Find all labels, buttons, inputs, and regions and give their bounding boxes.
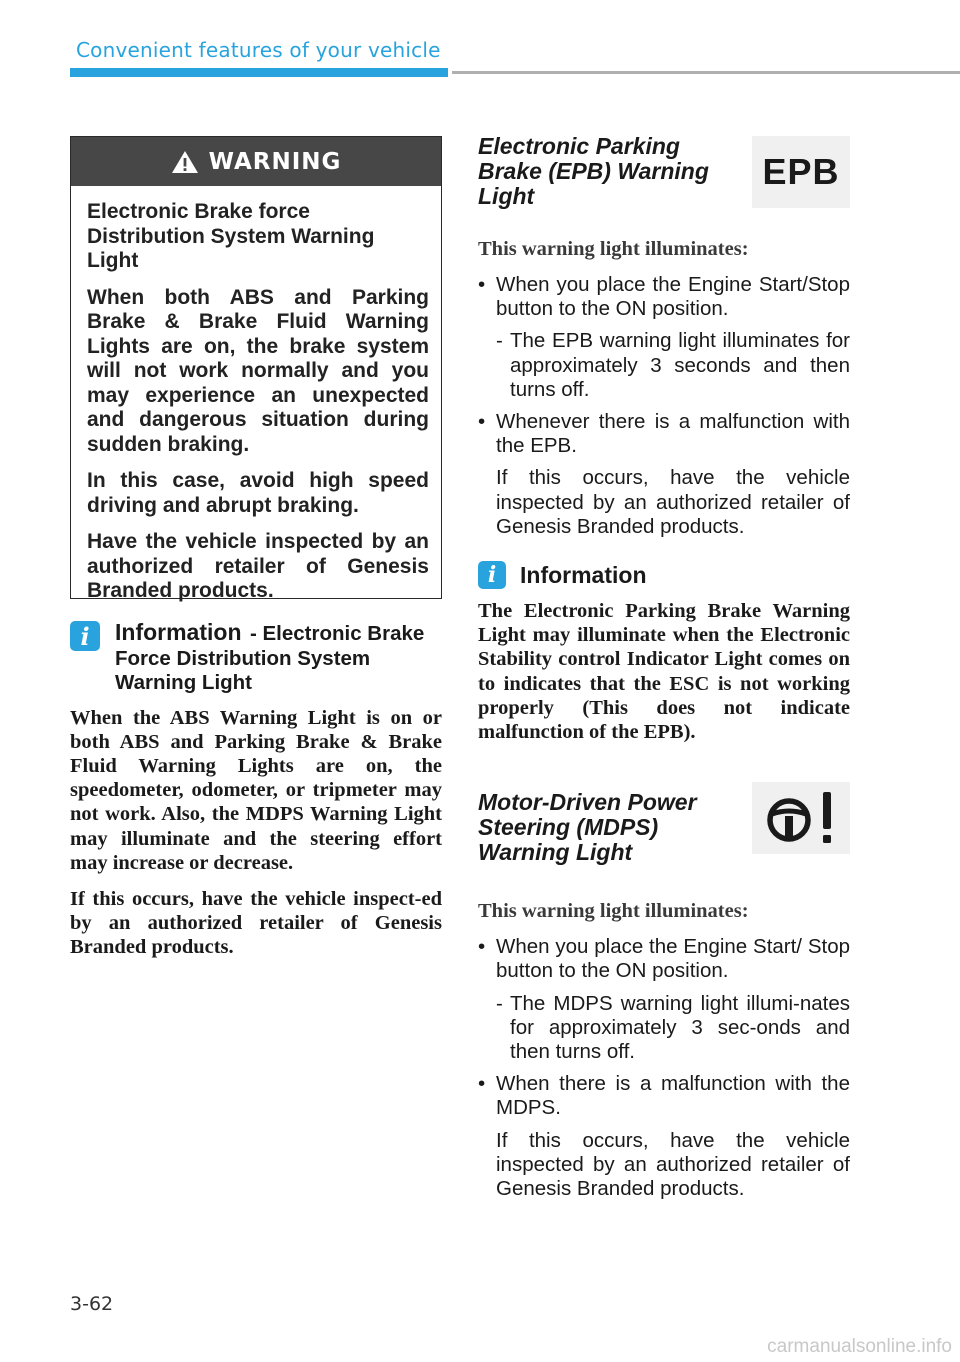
warning-label: WARNING: [208, 148, 342, 175]
warning-paragraph: Have the vehicle inspected by an authorized retailer of Genesis Branded products.: [87, 530, 429, 602]
mdps-body: [478, 935, 850, 1201]
header-accent-bar: [70, 68, 448, 77]
page-number: 3-62: [70, 1293, 114, 1315]
information-text: [70, 706, 442, 960]
info-icon: i: [478, 561, 506, 589]
information-heading: [70, 621, 442, 696]
steering-warning-icon: [752, 782, 850, 854]
list-subitem: - The EPB warning light illuminates for approximately 3 seconds and then turns off.: [496, 329, 850, 401]
list-subitem: - The MDPS warning light illumi-nates for approximately 3 sec-onds and then turns off.: [496, 991, 850, 1064]
info-icon: i: [70, 621, 100, 651]
epb-icon: EPB: [752, 136, 850, 208]
warning-header: [71, 137, 441, 186]
mdps-section-title: Motor-Driven Power Steering (MDPS) Warning Light: [478, 789, 697, 866]
information-heading: [478, 561, 850, 589]
left-column: [70, 136, 442, 972]
warning-paragraph: When both ABS and Parking Brake & Brake Fluid Warning Lights are on, the brake system will not work normally and you may experience an unexpected and dangerous situation during sudden braking.: [87, 285, 429, 456]
list-note: If this occurs, have the vehicle inspected by an authorized retailer of Genesis Branded products.: [496, 466, 850, 538]
list-note: If this occurs, have the vehicle inspected by an authorized retailer of Genesis Branded products.: [496, 1128, 850, 1201]
information-title: Information: [115, 619, 242, 645]
warning-title: Electronic Brake force Distribution System Warning Light: [87, 200, 375, 272]
warning-body: [71, 186, 441, 604]
warning-triangle-icon: [171, 150, 199, 174]
section-header-title: Convenient features of your vehicle: [76, 38, 441, 62]
information-subtitle: - Electronic Brake Force Distribution System Warning Light: [115, 622, 425, 694]
watermark: carmanualsonline.info: [767, 1336, 952, 1357]
list-item: • When there is a malfunction with the MDPS.: [478, 1072, 850, 1120]
steering-wheel-exclamation-icon: [759, 786, 843, 850]
list-item: • Whenever there is a malfunction with the EPB.: [478, 410, 850, 458]
epb-section-title: Electronic Parking Brake (EPB) Warning Light: [478, 133, 709, 209]
mdps-subtitle: This warning light illuminates:: [478, 900, 749, 923]
epb-subtitle: This warning light illuminates:: [478, 238, 749, 260]
information-paragraph: When the ABS Warning Light is on or both ABS and Parking Brake & Brake Fluid Warning Lights are on, the speedometer, odometer, or tripmeter may not work. Also, the MDPS Warning Light may illuminate and the steering effort may increase or decrease.: [70, 706, 442, 874]
epb-body: [478, 273, 850, 539]
information-text: The Electronic Parking Brake Warning Light may illuminate when the Electronic Stability control Indicator Light comes on to indicates that the ESC is not working properly (This does not indicate malfunction of the EPB).: [478, 600, 850, 744]
warning-box: [70, 136, 442, 602]
list-item: • When you place the Engine Start/ Stop button to the ON position.: [478, 935, 850, 983]
warning-paragraph: In this case, avoid high speed driving and abrupt braking.: [87, 469, 429, 517]
header-divider-line: [452, 71, 960, 74]
information-paragraph: If this occurs, have the vehicle inspect-ed by an authorized retailer of Genesis Branded products.: [70, 887, 442, 959]
list-item: • When you place the Engine Start/Stop button to the ON position.: [478, 273, 850, 321]
right-column: [478, 134, 850, 1209]
information-title: Information: [520, 561, 647, 588]
